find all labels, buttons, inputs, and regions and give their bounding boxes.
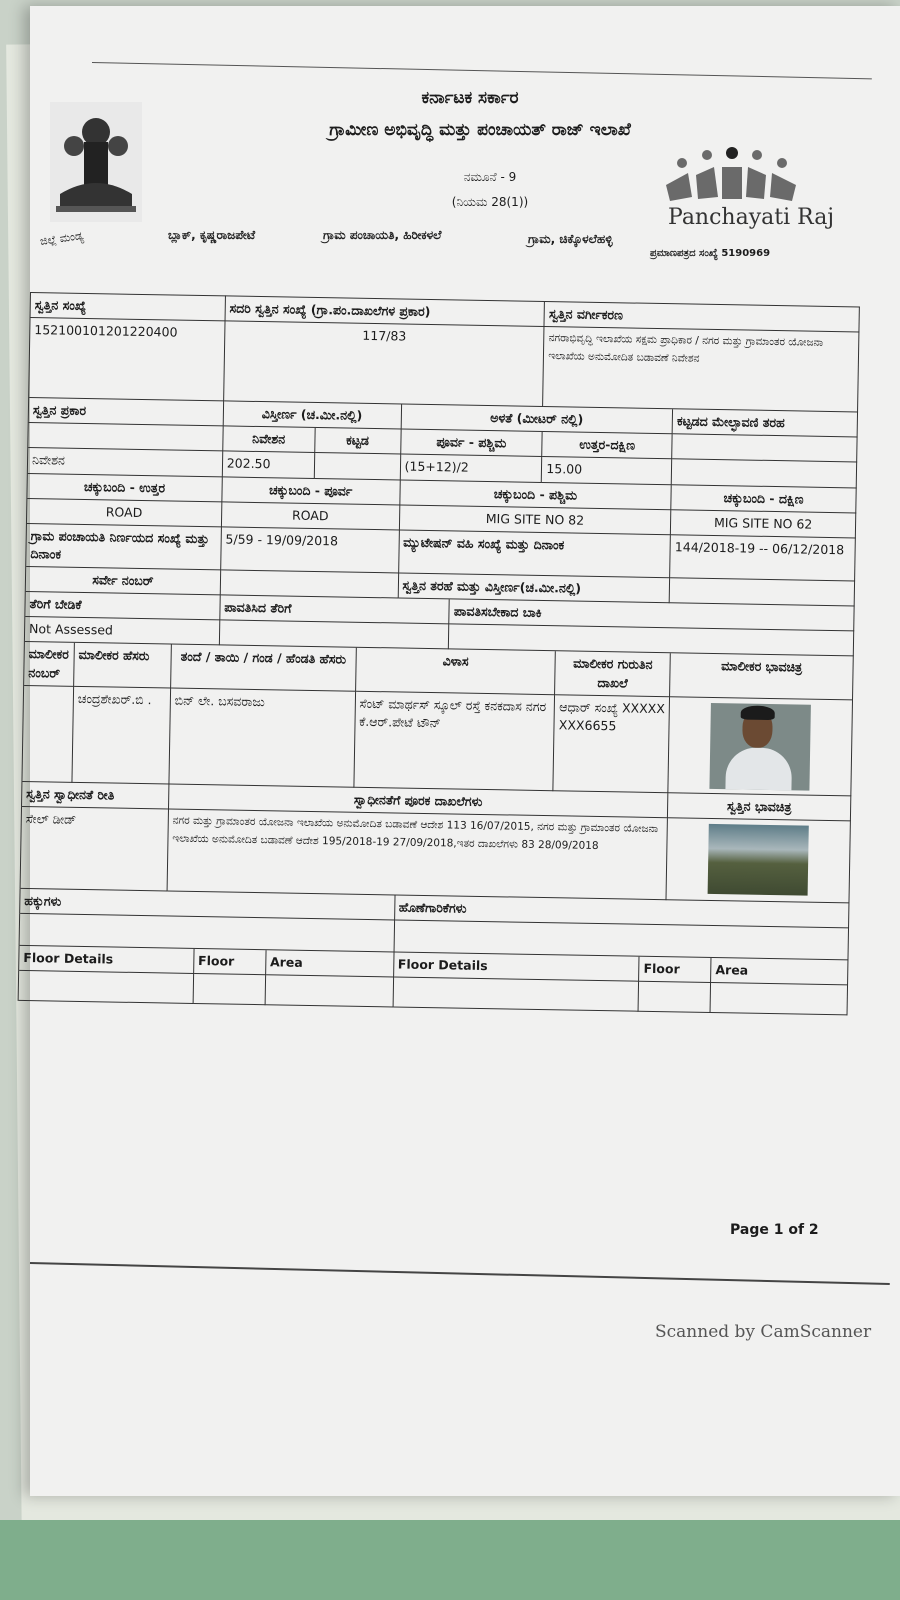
area-label-left: Area (266, 950, 394, 977)
owner-photo-label: ಮಾಲೀಕರ ಭಾವಚಿತ್ರ (670, 654, 854, 700)
roof-type-label: ಕಟ್ಟಡದ ಮೇಲ್ಛಾವಣಿ ತರಹ (673, 409, 858, 437)
owner-photo (710, 703, 811, 791)
rule-number: (ನಿಯಮ 28(1)) (451, 195, 529, 209)
owner-photo-cell (669, 697, 853, 796)
table-row (20, 807, 851, 903)
floor-label-right: Floor (639, 957, 711, 983)
mutation-label: ಮ್ಯುಟೇಷನ್ ವಹಿ ಸಂಖ್ಯೆ ಮತ್ತು ದಿನಾಂಕ (399, 530, 671, 578)
relation-label: ತಂದೆ / ತಾಯಿ / ಗಂಡ / ಹೆಂಡತಿ ಹೆಸರು (171, 645, 356, 691)
floor-left (193, 974, 265, 1005)
area-label: ವಿಸ್ತೀರ್ಣ (ಚ.ಮೀ.ನಲ್ಲಿ) (223, 402, 401, 430)
property-classification: ನಗರಾಭಿವೃದ್ಧಿ ಇಲಾಖೆಯ ಸಕ್ಷಮ ಪ್ರಾಧಿಕಾರ / ನಗರ ಮತ್ತು ಗ್ರಾಮಾಂತರ ಯೋಜನಾ ಇಲಾಖೆಯ ಅನುಮೋದಿತ ಬಡಾವಣೆ ನಿವೇಶನ (543, 327, 859, 412)
table-row (21, 686, 853, 796)
owner-number (22, 686, 74, 783)
state-emblem-icon (50, 102, 142, 222)
boundary-east: ROAD (222, 502, 400, 530)
dimension-label: ಅಳತೆ (ಮೀಟರ್ ನಲ್ಲಿ) (401, 405, 673, 435)
floor-details-left (19, 971, 194, 1004)
table-surface (0, 1520, 900, 1600)
property-area-label: ಸ್ವತ್ತಿನ ತರಹೆ ಮತ್ತು ವಿಸ್ತೀರ್ಣ(ಚ.ಮೀ.ನಲ್ಲಿ) (398, 573, 670, 603)
north-south-label: ಉತ್ತರ-ದಕ್ಷಿಣ (543, 432, 673, 459)
boundary-north-label: ಚಕ್ಕುಬಂದಿ - ಉತ್ತರ (27, 473, 222, 502)
east-west-value: (15+12)/2 (400, 455, 542, 483)
gram-panchayat-name: ಗ್ರಾಮ ಪಂಚಾಯತಿ, ಹಿರೀಕಳಲೆ (323, 228, 442, 242)
mutation-value: 144/2018-19 -- 06/12/2018 (670, 535, 856, 581)
boundary-west: MIG SITE NO 82 (399, 505, 671, 535)
tax-due-label: ಪಾವತಿಸಬೇಕಾದ ಬಾಕಿ (450, 600, 855, 632)
tax-demand-label: ತೆರಿಗೆ ಬೇಡಿಕೆ (25, 592, 220, 621)
property-area (670, 578, 855, 606)
tax-demand-value: Not Assessed (25, 617, 220, 646)
property-type: ನಿವೇಶನ (28, 448, 223, 477)
boundary-south: MIG SITE NO 62 (671, 510, 856, 538)
floor-right (639, 982, 711, 1013)
acquisition-mode: ಸೇಲ್ ಡೀಡ್ (21, 807, 169, 892)
acquisition-docs: ನಗರ ಮತ್ತು ಗ್ರಾಮಾಂತರ ಯೋಜನಾ ಇಲಾಖೆಯ ಅನುಮೋದಿತ ಬಡಾವಣೆ ಆದೇಶ 113 16/07/2015, ನಗರ ಮತ್ತು ಗ್ರಾಮಾಂತರ ಯೋಜನಾ ಇಲಾಖೆಯ ಅನುಮೋದಿತ ಬಡಾವಣೆ ಆದೇಶ 195/2018-19 27/09/2018,ಇತರ ದಾಖಲೆಗಳು 83 28/09/2018 (167, 809, 668, 900)
tax-paid-label: ಪಾವತಿಸಿದ ತೆರಿಗೆ (220, 595, 450, 624)
floor-details-label-left: Floor Details (19, 946, 194, 974)
area-right (711, 983, 848, 1015)
property-number: 152100101201220400 (29, 318, 225, 401)
form-number: ನಮೂನೆ - 9 (463, 170, 517, 184)
certificate-number: ಪ್ರಮಾಣಪತ್ರದ ಸಂಖ್ಯೆ 5190969 (650, 248, 771, 259)
area-label-right: Area (711, 958, 848, 986)
blank-cell (28, 423, 223, 452)
boundary-north: ROAD (27, 499, 222, 528)
boundary-south-label: ಚಕ್ಕುಬಂದಿ - ದಕ್ಷಿಣ (672, 485, 857, 513)
page-number: Page 1 of 2 (730, 1222, 819, 1238)
boundary-east-label: ಚಕ್ಕುಬಂದಿ - ಪೂರ್ವ (222, 477, 400, 505)
block-name: ಬ್ಲಾಕ್, ಕೃಷ್ಣರಾಜಪೇಟೆ (168, 228, 256, 242)
owner-id: ಆಧಾರ್ ಸಂಖ್ಯೆ XXXXXXXX6655 (554, 695, 671, 793)
owner-name: ಚಂದ್ರಶೇಖರ್.ಬಿ . (72, 686, 171, 784)
department-title: ಗ್ರಾಮೀಣ ಅಭಿವೃದ್ಧಿ ಮತ್ತು ಪಂಚಾಯತ್ ರಾಜ್ ಇಲಾಖೆ (329, 120, 631, 140)
resolution-value: 5/59 - 19/09/2018 (221, 527, 400, 573)
property-photo-cell (667, 818, 851, 903)
gp-property-number: 117/83 (224, 322, 545, 408)
panchayati-raj-logo-icon (662, 145, 812, 205)
government-title: ಕರ್ನಾಟಕ ಸರ್ಕಾರ (421, 88, 519, 108)
blank-cell (314, 453, 400, 480)
property-photo (708, 824, 809, 896)
east-west-label: ಪೂರ್ವ - ಪಶ್ಚಿಮ (401, 430, 543, 458)
owner-number-label: ಮಾಲೀಕರ ನಂಬರ್ (24, 642, 75, 686)
property-record-table (18, 292, 860, 1015)
panchayati-raj-text: Panchayati Raj (668, 205, 835, 230)
floor-label-left: Floor (194, 949, 266, 975)
building-label: ಕಟ್ಟಡ (315, 428, 401, 455)
village-name: ಗ್ರಾಮ, ಚಿಕ್ಕೊಳಲೆಹಳ್ಳಿ (528, 232, 613, 246)
resolution-label: ಗ್ರಾಮ ಪಂಚಾಯತಿ ನಿರ್ಣಯದ ಸಂಖ್ಯೆ ಮತ್ತು ದಿನಾಂಕ (26, 524, 221, 571)
blank-cell (672, 460, 857, 488)
area-left (265, 975, 393, 1007)
property-number-label: ಸ್ವತ್ತಿನ ಸಂಖ್ಯೆ (31, 292, 226, 322)
address-label: ವಿಳಾಸ (356, 648, 556, 695)
survey-number (220, 570, 398, 598)
liabilities-label: ಹೊಣೆಗಾರಿಕೆಗಳು (395, 895, 850, 928)
site-label: ನಿವೇಶನ (223, 427, 315, 454)
scanner-watermark: Scanned by CamScanner (655, 1322, 872, 1342)
rights-label: ಹಕ್ಕುಗಳು (20, 889, 395, 921)
owner-id-label: ಮಾಲೀಕರ ಗುರುತಿನ ದಾಖಲೆ (555, 652, 671, 697)
relation-name: ಬಿನ್ ಲೇ. ಬಸವರಾಜು (169, 688, 355, 787)
acquisition-label: ಸ್ವತ್ತಿನ ಸ್ವಾಧೀನತೆ ರೀತಿ (22, 782, 169, 810)
floor-details-label-right: Floor Details (394, 952, 640, 981)
boundary-west-label: ಚಕ್ಕುಬಂದಿ - ಪಶ್ಚಿಮ (400, 480, 672, 510)
floor-details-right (393, 977, 639, 1011)
gp-property-number-label: ಸದರಿ ಸ್ವತ್ತಿನ ಸಂಖ್ಯೆ (ಗ್ರಾ.ಪಂ.ದಾಖಲೆಗಳ ಪ್ರಕಾರ) (225, 295, 545, 327)
document-header (0, 0, 900, 290)
property-type-label: ಸ್ವತ್ತಿನ ಪ್ರಕಾರ (29, 398, 224, 427)
survey-number-label: ಸರ್ವೇ ನಂಬರ್ (26, 567, 221, 596)
property-classification-label: ಸ್ವತ್ತಿನ ವರ್ಗೀಕರಣ (545, 301, 860, 333)
district-caption: ಜಿಲ್ಲೆ ಮಂಡ್ಯ (39, 229, 85, 248)
acquisition-docs-label: ಸ್ವಾಧೀನತೆಗೆ ಪೂರಕ ದಾಖಲೆಗಳು (169, 784, 669, 818)
blank-cell (672, 434, 857, 462)
owner-address: ಸೆಂಟ್ ಮಾರ್ಥಸ್ ಸ್ಕೂಲ್ ರಸ್ತೆ ಕನಕದಾಸ ನಗರ ಕೆ.ಆರ್.ಪೇಟೆ ಟೌನ್ (354, 691, 555, 790)
owner-name-label: ಮಾಲೀಕರ ಹೆಸರು (74, 643, 172, 688)
table-row (28, 318, 859, 412)
north-south-value: 15.00 (542, 457, 672, 484)
property-photo-label: ಸ್ವತ್ತಿನ ಭಾವಚಿತ್ರ (668, 793, 851, 821)
site-area: 202.50 (223, 452, 315, 479)
